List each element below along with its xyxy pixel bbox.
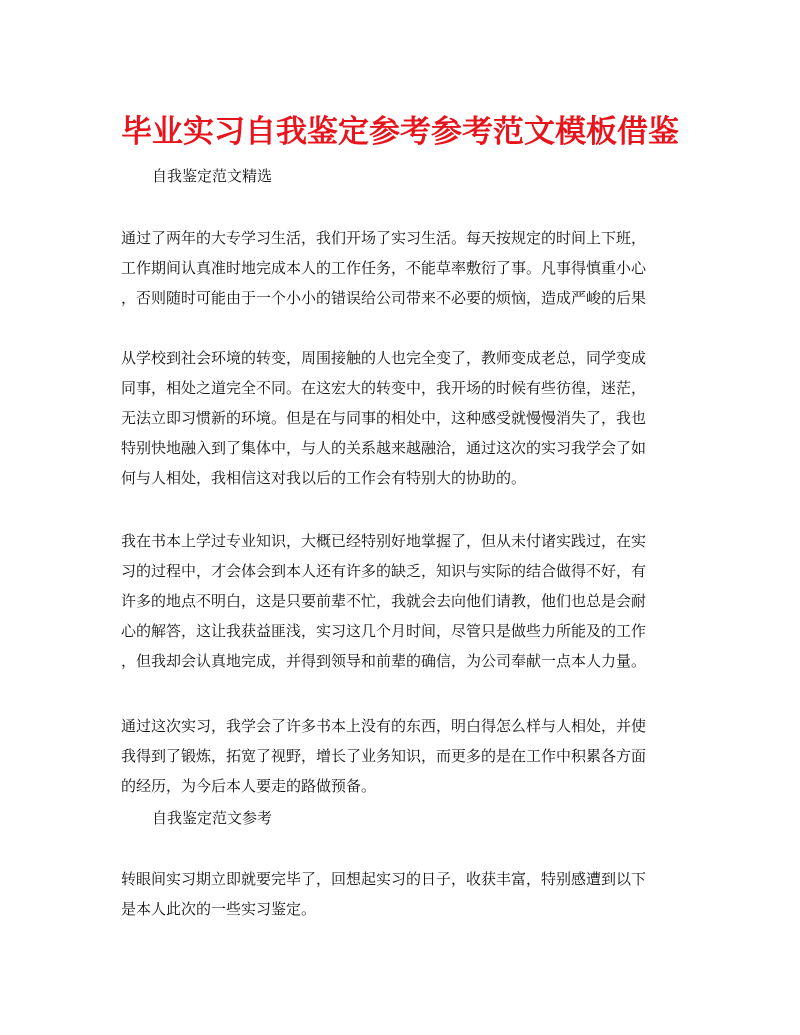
paragraph-5 [121,864,681,924]
paragraph-line: 工作期间认真准时地完成本人的工作任务，不能草率敷衍了事。凡事得慎重小心 [121,259,647,277]
paragraph-line: 习的过程中，才会体会到本人还有许多的缺乏，知识与实际的结合做得不好，有 [121,562,647,580]
paragraph-line: 的经历，为今后本人要走的路做预备。 [121,777,377,795]
paragraph-line: 特别快地融入到了集体中，与人的关系越来越融洽，通过这次的实习我学会了如 [121,439,647,457]
paragraph-line: 心的解答，这让我获益匪浅，实习这几个月时间，尽管只是做些力所能及的工作 [121,622,647,640]
paragraph-3 [121,526,681,676]
paragraph-line: 无法立即习惯新的环境。但是在与同事的相处中，这种感受就慢慢消失了，我也 [121,409,647,427]
paragraph-line: 何与人相处，我相信这对我以后的工作会有特别大的协助的。 [121,469,527,487]
paragraph-line: 同事，相处之道完全不同。在这宏大的转变中，我开场的时候有些彷徨，迷茫， [121,379,647,397]
paragraph-line: 我得到了锻炼，拓宽了视野，增长了业务知识，而更多的是在工作中积累各方面 [121,747,647,765]
paragraph-line: ，但我却会认真地完成，并得到领导和前辈的确信，为公司奉献一点本人力量。 [121,652,647,670]
section-heading-reference-samples: 自我鉴定范文参考 [152,809,273,827]
paragraph-line: 通过了两年的大专学习生活，我们开场了实习生活。每天按规定的时间上下班， [121,229,647,247]
document-title: 毕业实习自我鉴定参考参考范文模板借鉴 [121,114,679,150]
paragraph-line: 通过这次实习，我学会了许多书本上没有的东西，明白得怎么样与人相处，并使 [121,717,647,735]
paragraph-4 [121,711,681,801]
paragraph-line: 转眼间实习期立即就要完毕了，回想起实习的日子，收获丰富，特别感遭到以下 [121,870,647,888]
paragraph-2 [121,343,681,493]
paragraph-1 [121,223,681,313]
paragraph-line: 是本人此次的一些实习鉴定。 [121,900,317,918]
section-heading-selected-samples: 自我鉴定范文精选 [152,167,273,185]
paragraph-line: ，否则随时可能由于一个小小的错误给公司带来不必要的烦恼，造成严峻的后果 [121,289,647,307]
paragraph-line: 许多的地点不明白，这是只要前辈不忙，我就会去向他们请教，他们也总是会耐 [121,592,647,610]
paragraph-line: 我在书本上学过专业知识，大概已经特别好地掌握了，但从未付诸实践过，在实 [121,532,647,550]
paragraph-line: 从学校到社会环境的转变，周围接触的人也完全变了，教师变成老总，同学变成 [121,349,647,367]
